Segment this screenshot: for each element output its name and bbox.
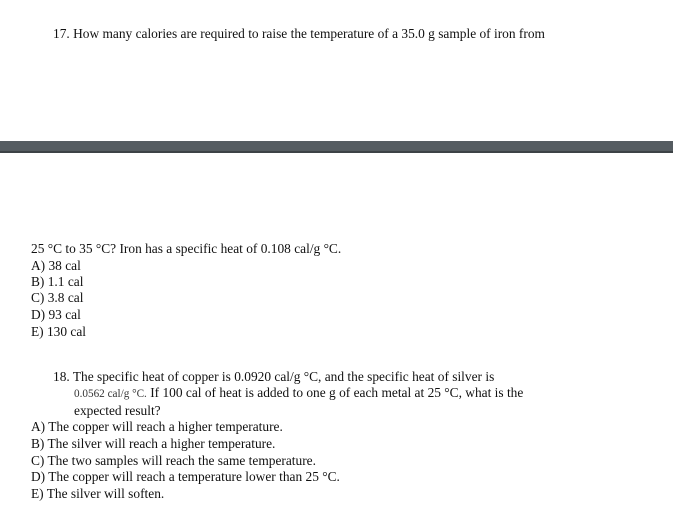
page-divider [0, 141, 673, 153]
q18-silver-value: 0.0562 cal/g °C. [74, 388, 147, 400]
q18-stem-line2-text: If 100 cal of heat is added to one g of each metal at 25 °C, what is the [146, 385, 524, 400]
q17-option-a: A) 38 cal [31, 258, 81, 273]
q18-option-e: E) The silver will soften. [31, 486, 165, 501]
q18-option-c: C) The two samples will reach the same temperature. [31, 453, 316, 468]
q17-option-d: D) 93 cal [31, 307, 81, 322]
q17-stem-line1: 17. How many calories are required to raise the temperature of a 35.0 g sample of iron from [53, 26, 545, 41]
q18-option-a: A) The copper will reach a higher temperature. [31, 419, 283, 434]
q17-stem-line2: 25 °C to 35 °C? Iron has a specific heat of 0.108 cal/g °C. [31, 241, 342, 256]
q17-option-e: E) 130 cal [31, 324, 87, 339]
q18-option-d: D) The copper will reach a temperature lower than 25 °C. [31, 469, 340, 484]
q18-stem-line3: expected result? [74, 403, 161, 418]
q17-option-c: C) 3.8 cal [31, 290, 84, 305]
q18-stem-line1: 18. The specific heat of copper is 0.0920 cal/g °C, and the specific heat of silver is [53, 369, 495, 384]
q18-option-b: B) The silver will reach a higher temperature. [31, 436, 276, 451]
q18-stem-line2 [74, 385, 523, 402]
q17-option-b: B) 1.1 cal [31, 274, 84, 289]
